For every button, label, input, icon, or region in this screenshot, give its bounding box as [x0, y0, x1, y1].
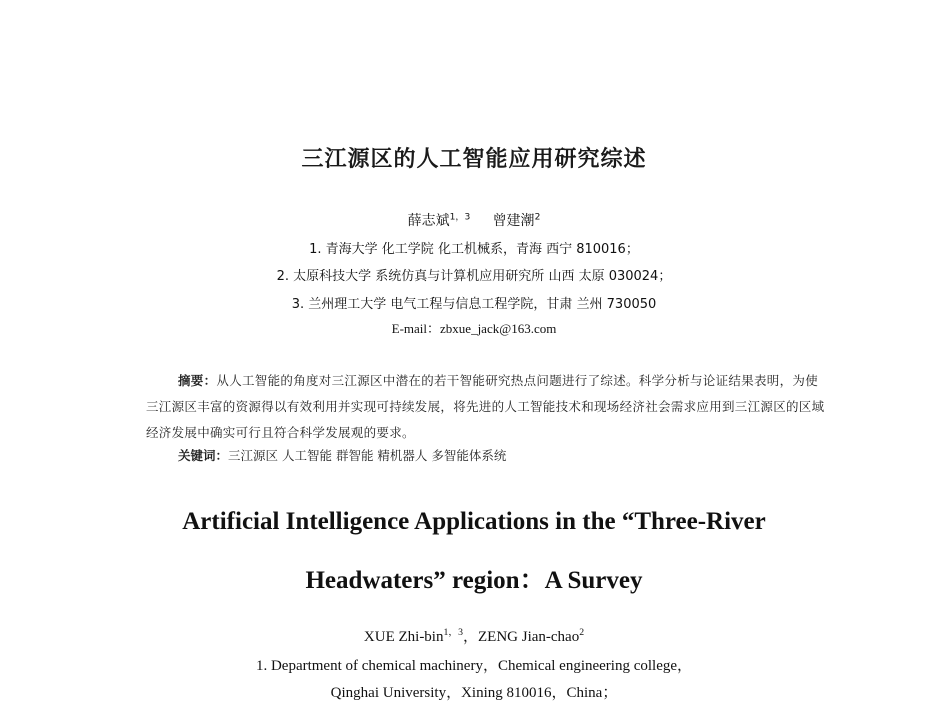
abstract-text: 从人工智能的角度对三江源区中潜在的若干智能研究热点问题进行了综述。科学分析与论证结果表明，为使三江源区丰富的资源得以有效利用并实现可持续发展，将先进的人工智能技术和现场经济社会需求应用到三江源区的区域经济发展中确实可行且符合科学发展观的要求。	[146, 373, 825, 440]
author-name: 曾建潮	[492, 213, 535, 229]
keywords-label: 关键词：	[178, 448, 229, 463]
chinese-affiliation-2: 2. 太原科技大学 系统仿真与计算机应用研究所 山西 太原 030024；	[276, 269, 672, 284]
chinese-authors	[0, 210, 948, 230]
author-affiliation-mark: 1，3	[443, 627, 463, 638]
chinese-affiliation-1: 1. 青海大学 化工学院 化工机械系，青海 西宁 810016；	[309, 242, 639, 257]
author-name: XUE Zhi-bin	[363, 629, 444, 645]
author-separator: ，	[462, 629, 478, 645]
author-affiliation-mark: 2	[534, 212, 541, 223]
chinese-affiliation-3: 3. 兰州理工大学 电气工程与信息工程学院，甘肃 兰州 730050	[291, 297, 657, 312]
chinese-title: 三江源区的人工智能应用研究综述	[301, 147, 647, 172]
chinese-abstract	[146, 368, 826, 446]
author-affiliation-mark: 1，3	[449, 212, 471, 223]
english-authors	[0, 625, 948, 646]
chinese-keywords	[178, 446, 506, 464]
english-title-line-1: Artificial Intelligence Applications in the “Three-River	[182, 508, 766, 535]
author-affiliation-mark: 2	[579, 627, 585, 638]
author-name: ZENG Jian-chao	[478, 629, 580, 645]
english-affiliation-line-1: 1. Department of chemical machinery，Chemical engineering college，	[255, 658, 693, 674]
abstract-label: 摘要：	[178, 373, 217, 388]
author-name: 薛志斌	[407, 213, 450, 229]
english-affiliation-line-2: Qinghai University，Xining 810016，China；	[330, 685, 618, 701]
email: E-mail：zbxue_jack@163.com	[391, 321, 557, 336]
english-title-line-2: Headwaters” region：A Survey	[305, 567, 643, 594]
keywords-text: 三江源区 人工智能 群智能 精机器人 多智能体系统	[228, 448, 507, 463]
